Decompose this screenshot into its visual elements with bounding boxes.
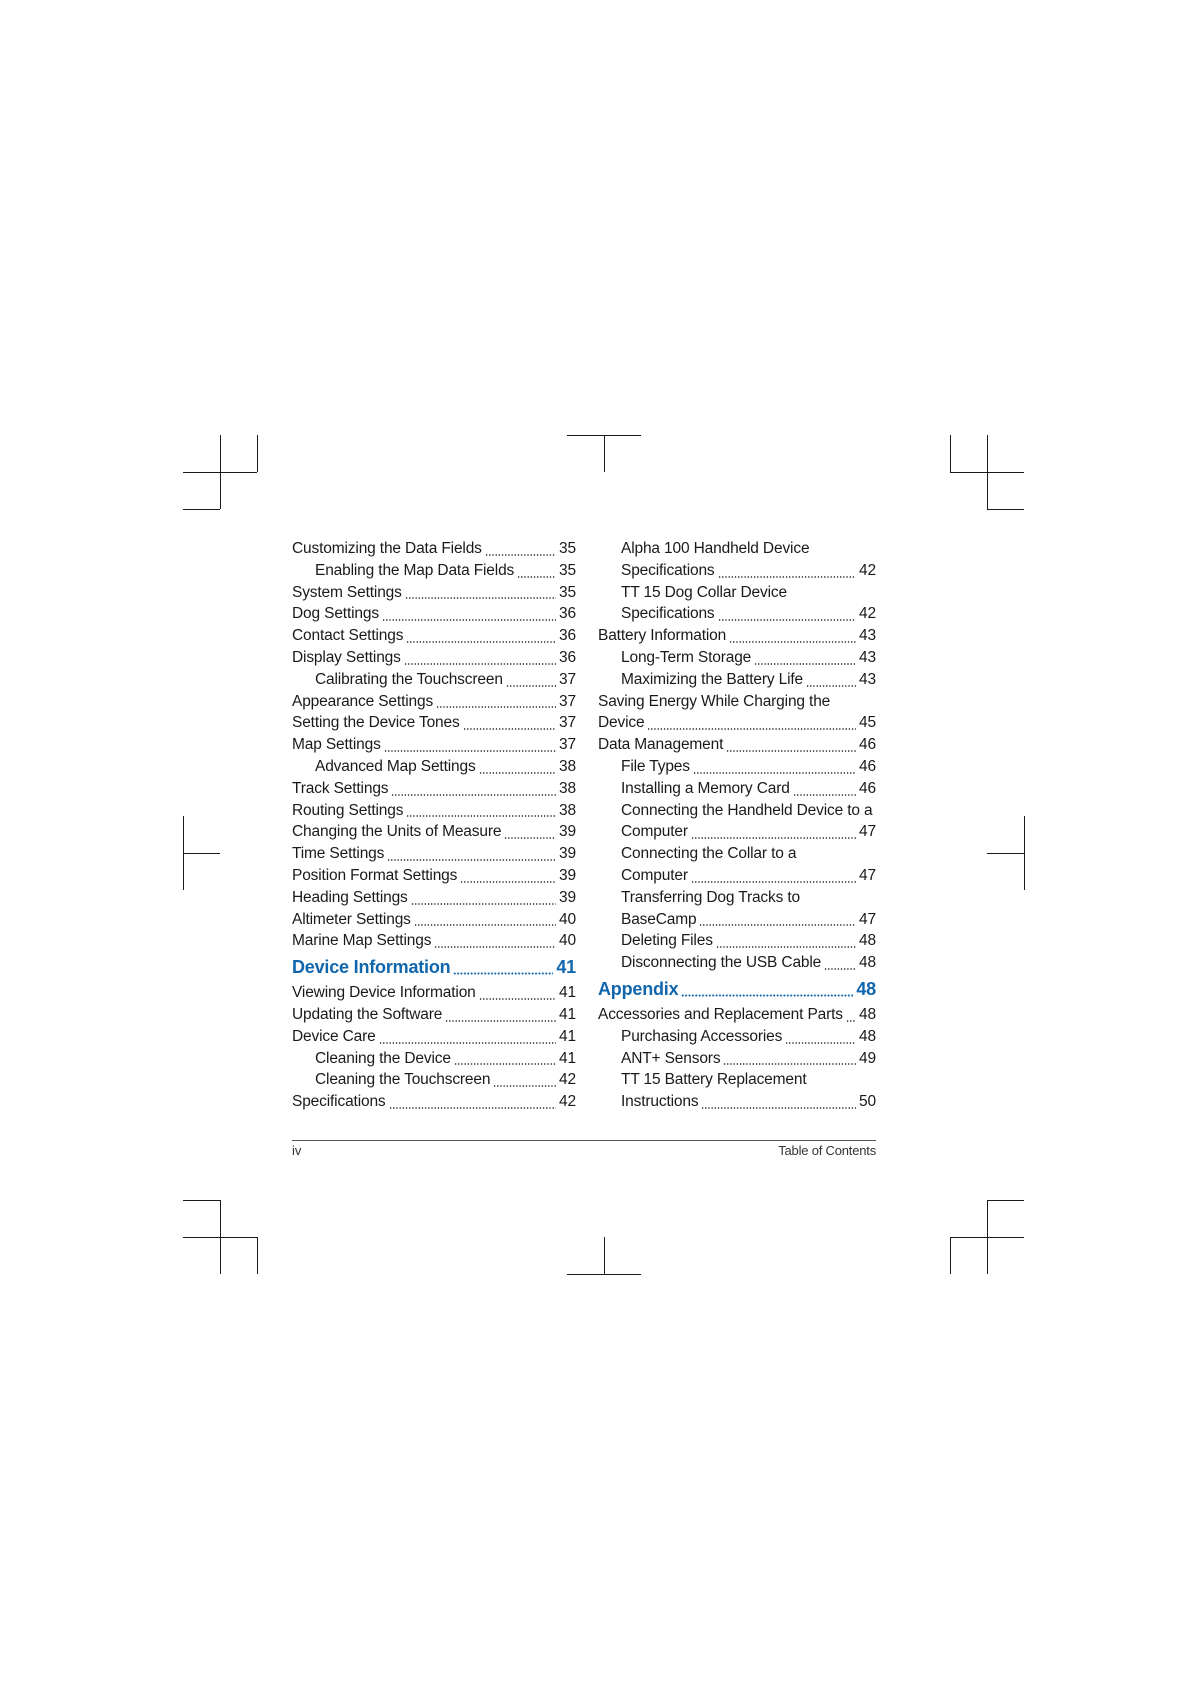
toc-entry[interactable]: [598, 1069, 876, 1113]
toc-entry-title: Connecting the Handheld Device to a: [621, 801, 873, 819]
page-folio: iv: [292, 1143, 302, 1158]
toc-page-number: 41: [556, 957, 576, 978]
toc-entry[interactable]: [292, 1091, 576, 1113]
toc-entry-title: Contact Settings: [292, 627, 404, 645]
toc-page-number: 49: [859, 1049, 876, 1067]
dot-leader: [701, 1107, 856, 1109]
toc-entry-title: Battery Information: [598, 627, 727, 645]
toc-entry-title: Disconnecting the USB Cable: [621, 954, 822, 972]
crop-mark: [567, 1274, 641, 1275]
toc-page-number: 38: [559, 779, 576, 797]
toc-page-number: 39: [559, 866, 576, 884]
dot-leader: [723, 1063, 856, 1065]
crop-mark: [987, 435, 988, 509]
crop-mark: [987, 1200, 988, 1274]
dot-leader: [647, 728, 856, 730]
dot-leader: [384, 750, 556, 752]
toc-entry[interactable]: [598, 1048, 876, 1070]
dot-leader: [693, 772, 856, 774]
toc-entry[interactable]: [292, 865, 576, 887]
crop-mark: [987, 509, 1024, 510]
toc-entry[interactable]: [598, 691, 876, 735]
toc-entry-continuation: [621, 603, 876, 625]
dot-leader: [718, 576, 857, 578]
toc-entry[interactable]: [598, 669, 876, 691]
toc-entry[interactable]: [598, 756, 876, 778]
toc-page-number: 41: [559, 1027, 576, 1045]
crop-mark: [257, 435, 258, 472]
toc-page-number: 45: [859, 714, 876, 732]
toc-entry[interactable]: [598, 1004, 876, 1026]
toc-entry-title: Dog Settings: [292, 605, 379, 623]
running-title: Table of Contents: [778, 1143, 876, 1158]
crop-mark: [183, 853, 220, 854]
toc-page-number: 48: [859, 954, 876, 972]
dot-leader: [391, 794, 556, 796]
dot-leader: [691, 837, 856, 839]
toc-entry-title: TT 15 Dog Collar Device: [621, 583, 787, 601]
dot-leader: [411, 903, 556, 905]
toc-entry-title: Heading Settings: [292, 888, 408, 906]
toc-entry-title: Maximizing the Battery Life: [621, 670, 804, 688]
toc-entry[interactable]: [292, 887, 576, 909]
dot-leader: [504, 837, 556, 839]
toc-entry-title: Specifications: [292, 1093, 386, 1111]
dot-leader: [517, 576, 556, 578]
toc-page-number: 37: [559, 736, 576, 754]
toc-entry-title-cont: Device: [598, 714, 645, 732]
toc-page-number: 37: [559, 692, 576, 710]
dot-leader: [434, 946, 556, 948]
toc-page-number: 50: [859, 1093, 876, 1111]
toc-entry-title: Cleaning the Touchscreen: [315, 1071, 491, 1089]
toc-entry-title: Routing Settings: [292, 801, 404, 819]
dot-leader: [460, 881, 556, 883]
toc-entry[interactable]: [292, 625, 576, 647]
toc-page-number: 40: [559, 910, 576, 928]
toc-entry[interactable]: [292, 1048, 576, 1070]
toc-entry[interactable]: [598, 538, 876, 582]
crop-mark: [987, 853, 1024, 854]
toc-entry-title: ANT+ Sensors: [621, 1049, 721, 1067]
toc-entry-title: Marine Map Settings: [292, 932, 432, 950]
crop-mark: [950, 435, 951, 472]
toc-page-number: 39: [559, 845, 576, 863]
toc-page-number: 35: [559, 583, 576, 601]
toc-entry-title: Transferring Dog Tracks to: [621, 888, 801, 906]
toc-page-number: 40: [559, 932, 576, 950]
toc-entry[interactable]: [598, 843, 876, 887]
toc-entry-title: Customizing the Data Fields: [292, 540, 482, 557]
dot-leader: [414, 924, 556, 926]
dot-leader: [754, 663, 856, 665]
toc-entry[interactable]: [292, 669, 576, 691]
toc-page-number: 37: [559, 714, 576, 732]
toc-entry-title: File Types: [621, 757, 690, 775]
toc-entry-title: Enabling the Map Data Fields: [315, 561, 515, 579]
toc-entry-title: Calibrating the Touchscreen: [315, 670, 503, 688]
toc-entry-title-cont: Specifications: [621, 605, 715, 623]
toc-page-number: 36: [559, 605, 576, 623]
toc-entry[interactable]: [292, 691, 576, 713]
toc-entry[interactable]: [292, 734, 576, 756]
toc-entry[interactable]: [292, 647, 576, 669]
toc-entry-title: Accessories and Replacement Parts: [598, 1005, 843, 1023]
toc-entry-title: Long-Term Storage: [621, 648, 752, 666]
toc-page-number: 41: [559, 984, 576, 1002]
toc-entry[interactable]: [598, 778, 876, 800]
toc-entry-title: Altimeter Settings: [292, 910, 411, 928]
toc-entry-title: Purchasing Accessories: [621, 1027, 783, 1045]
dot-leader: [493, 1085, 556, 1087]
toc-entry[interactable]: [292, 538, 576, 560]
toc-page-number: 42: [859, 605, 876, 623]
toc-entry-title: Map Settings: [292, 736, 381, 754]
dot-leader: [405, 597, 556, 599]
footer-rule: [292, 1140, 876, 1141]
toc-entry-title: Cleaning the Device: [315, 1049, 451, 1067]
toc-entry-title: Installing a Memory Card: [621, 779, 790, 797]
toc-entry-title: Setting the Device Tones: [292, 714, 460, 732]
toc-entry[interactable]: [292, 1026, 576, 1048]
dot-leader: [406, 815, 556, 817]
toc-entry[interactable]: [292, 778, 576, 800]
toc-section-heading[interactable]: [292, 954, 576, 980]
toc-page-number: 36: [559, 648, 576, 666]
toc-entry-title: Data Management: [598, 736, 724, 754]
toc-page-number: 47: [859, 823, 876, 841]
dot-leader: [681, 994, 853, 997]
dot-leader: [785, 1042, 856, 1044]
dot-leader: [729, 641, 856, 643]
toc-entry[interactable]: [292, 930, 576, 952]
crop-mark: [220, 435, 221, 509]
toc-entry-continuation: [621, 821, 876, 843]
toc-page-number: 35: [559, 540, 576, 557]
toc-entry-continuation: [621, 560, 876, 582]
toc-page-number: 36: [559, 627, 576, 645]
toc-entry-title: Appearance Settings: [292, 692, 434, 710]
dot-leader: [453, 972, 553, 975]
dot-leader: [404, 663, 556, 665]
toc-page-number: 41: [559, 1049, 576, 1067]
toc-entry[interactable]: [292, 582, 576, 604]
toc-page-number: 37: [559, 670, 576, 688]
toc-entry[interactable]: [598, 734, 876, 756]
crop-mark: [183, 1200, 220, 1201]
toc-entry[interactable]: [292, 712, 576, 734]
toc-page-number: 39: [559, 888, 576, 906]
dot-leader: [716, 946, 856, 948]
crop-mark: [183, 509, 220, 510]
toc-entry[interactable]: [292, 756, 576, 778]
toc-page-number: 43: [859, 648, 876, 666]
toc-entry[interactable]: [292, 982, 576, 1004]
toc-entry-title: Updating the Software: [292, 1005, 443, 1023]
toc-page-number: 38: [559, 757, 576, 775]
toc-entry[interactable]: [292, 909, 576, 931]
section-title: Device Information: [292, 957, 451, 978]
toc-entry-title: Saving Energy While Charging the: [598, 692, 831, 710]
toc-page-number: 48: [859, 1027, 876, 1045]
toc-left-column: [292, 538, 576, 1113]
toc-entry[interactable]: [598, 1026, 876, 1048]
toc-entry-title: Position Format Settings: [292, 866, 458, 884]
toc-section-heading[interactable]: [598, 976, 876, 1002]
toc-entry-title-cont: BaseCamp: [621, 910, 697, 928]
toc-page-number: 41: [559, 1005, 576, 1023]
dot-leader: [793, 794, 856, 796]
toc-entry-title-cont: Specifications: [621, 561, 715, 579]
toc-entry-title: Advanced Map Settings: [315, 757, 476, 775]
toc-entry[interactable]: [292, 560, 576, 582]
toc-page-number: 46: [859, 779, 876, 797]
crop-mark: [987, 1200, 1024, 1201]
toc-entry-title: Alpha 100 Handheld Device: [621, 540, 810, 557]
toc-entry-title: Track Settings: [292, 779, 389, 797]
toc-page-number: 43: [859, 670, 876, 688]
toc-entry-title: Connecting the Collar to a: [621, 845, 797, 863]
toc-page-number: 42: [859, 561, 876, 579]
dot-leader: [379, 1042, 556, 1044]
toc-entry[interactable]: [598, 952, 876, 974]
toc-entry[interactable]: [598, 582, 876, 626]
crop-mark: [257, 1237, 258, 1274]
toc-entry[interactable]: [292, 821, 576, 843]
dot-leader: [806, 685, 856, 687]
toc-entry-title-cont: Computer: [621, 866, 688, 884]
toc-entry-title: Deleting Files: [621, 932, 713, 950]
toc-entry-title: System Settings: [292, 583, 402, 601]
crop-mark: [220, 1200, 221, 1274]
dot-leader: [718, 619, 857, 621]
toc-page-number: 47: [859, 910, 876, 928]
dot-leader: [824, 968, 856, 970]
toc-entry[interactable]: [598, 647, 876, 669]
dot-leader: [699, 924, 856, 926]
toc-entry-continuation: [621, 909, 876, 931]
toc-entry[interactable]: [598, 625, 876, 647]
dot-leader: [463, 728, 556, 730]
toc-page-number: 48: [859, 932, 876, 950]
dot-leader: [445, 1020, 556, 1022]
toc-page-number: 48: [859, 1005, 876, 1023]
toc-entry-title: Device Care: [292, 1027, 376, 1045]
toc-entry-title: TT 15 Battery Replacement: [621, 1071, 807, 1089]
toc-entry[interactable]: [598, 930, 876, 952]
toc-entry[interactable]: [292, 800, 576, 822]
dot-leader: [846, 1020, 856, 1022]
toc-page-number: 46: [859, 757, 876, 775]
crop-mark: [950, 1237, 951, 1274]
toc-entry[interactable]: [292, 603, 576, 625]
toc-page-number: 42: [559, 1071, 576, 1089]
toc-page-number: 38: [559, 801, 576, 819]
toc-page-number: 35: [559, 561, 576, 579]
toc-right-column: [598, 538, 876, 1113]
toc-entry-continuation: [621, 865, 876, 887]
dot-leader: [506, 685, 556, 687]
toc-entry-continuation: [621, 1091, 876, 1113]
toc-page-number: 39: [559, 823, 576, 841]
toc-entry[interactable]: [292, 843, 576, 865]
section-title: Appendix: [598, 978, 679, 999]
toc-entry-title: Time Settings: [292, 845, 385, 863]
toc-entry[interactable]: [598, 887, 876, 931]
toc-entry[interactable]: [292, 1004, 576, 1026]
dot-leader: [406, 641, 556, 643]
dot-leader: [382, 619, 556, 621]
toc-page-number: 48: [856, 978, 876, 999]
toc-page-number: 46: [859, 736, 876, 754]
dot-leader: [726, 750, 856, 752]
toc-entry-title: Display Settings: [292, 648, 401, 666]
toc-entry-title: Viewing Device Information: [292, 984, 476, 1002]
toc-entry-title-cont: Instructions: [621, 1093, 699, 1111]
toc-entry-continuation: [598, 712, 876, 734]
crop-mark: [1024, 816, 1025, 890]
dot-leader: [485, 554, 556, 556]
toc-page-number: 42: [559, 1093, 576, 1111]
toc-entry-title-cont: Computer: [621, 823, 688, 841]
toc-entry[interactable]: [292, 1069, 576, 1091]
dot-leader: [387, 859, 556, 861]
dot-leader: [436, 706, 556, 708]
crop-mark: [604, 1237, 605, 1274]
toc-entry-title: Changing the Units of Measure: [292, 823, 502, 841]
toc-page-number: 43: [859, 627, 876, 645]
toc-page-number: 47: [859, 866, 876, 884]
dot-leader: [691, 881, 856, 883]
dot-leader: [479, 998, 556, 1000]
dot-leader: [389, 1107, 557, 1109]
dot-leader: [454, 1063, 556, 1065]
toc-entry[interactable]: [598, 800, 876, 844]
dot-leader: [479, 772, 556, 774]
crop-mark: [604, 435, 605, 472]
crop-mark: [183, 816, 184, 890]
